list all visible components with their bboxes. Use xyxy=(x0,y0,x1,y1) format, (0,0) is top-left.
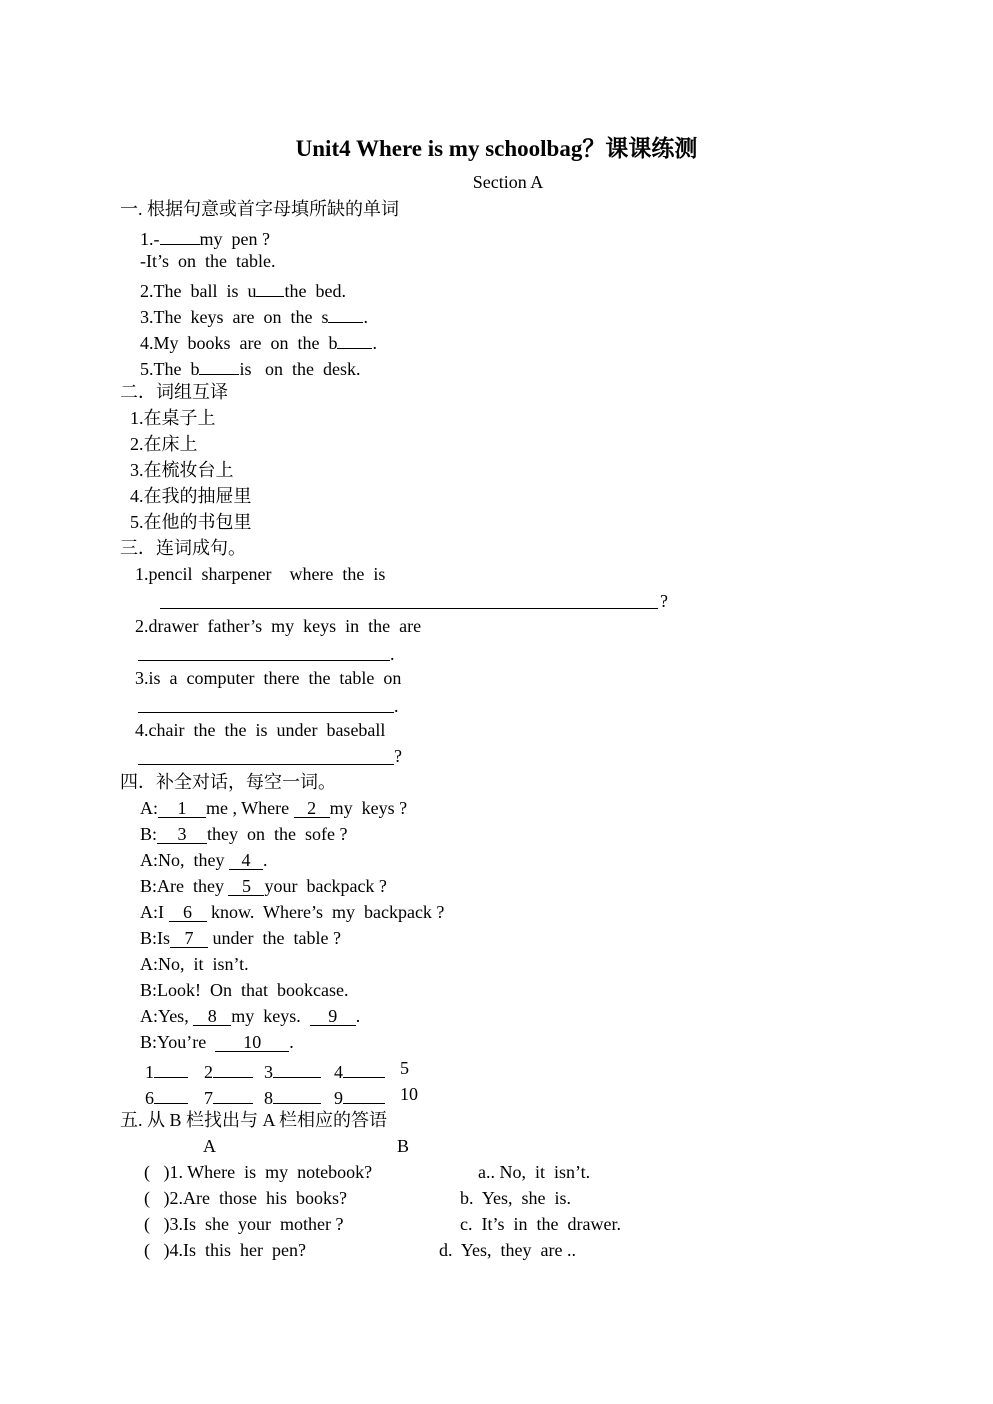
s3-end4: ? xyxy=(394,746,402,766)
answer-line[interactable] xyxy=(138,712,394,713)
text: me , Where xyxy=(206,798,294,818)
text: . xyxy=(372,333,377,353)
text: my keys. xyxy=(231,1006,310,1026)
section3-heading: 三．连词成句。 xyxy=(120,538,246,558)
num: 8 xyxy=(264,1088,273,1108)
s3-end1: ? xyxy=(660,591,668,611)
answer-num xyxy=(145,1057,188,1083)
text: my keys ? xyxy=(329,798,408,818)
text: B:Are they xyxy=(140,876,229,896)
match-answer: d. Yes, they are .. xyxy=(439,1240,576,1260)
page-subtitle: Section A xyxy=(472,172,544,192)
blank[interactable] xyxy=(213,1083,253,1104)
blank[interactable] xyxy=(256,276,284,297)
text: . xyxy=(355,1006,361,1026)
answer-num: 10 xyxy=(400,1084,418,1104)
blank-4[interactable]: 4 xyxy=(229,849,263,870)
match-answer: a.. No, it isn’t. xyxy=(478,1162,591,1182)
s1-line3 xyxy=(140,276,346,302)
answer-num: 5 xyxy=(400,1058,409,1078)
blank-7[interactable]: 7 xyxy=(170,927,208,948)
s3-end3: . xyxy=(394,696,399,716)
dialog-line3 xyxy=(140,849,268,871)
text: is on the desk. xyxy=(239,359,361,379)
blank-1[interactable]: 1 xyxy=(158,797,206,818)
answer-num xyxy=(334,1057,385,1083)
section2-heading: 二．词组互译 xyxy=(120,382,228,402)
match-question[interactable]: ( )4.Is this her pen? xyxy=(144,1240,306,1260)
text: . xyxy=(363,307,368,327)
text: they on the sofe ? xyxy=(207,824,348,844)
s2-item: 2.在床上 xyxy=(130,434,198,454)
dialog-line6 xyxy=(140,927,341,949)
dialog-line10 xyxy=(140,1031,294,1053)
blank[interactable] xyxy=(160,224,200,245)
s1-line5 xyxy=(140,328,377,354)
num: 2 xyxy=(204,1062,213,1082)
text: . xyxy=(263,850,268,870)
answer-line[interactable] xyxy=(160,608,658,609)
text: 3.The keys are on the s xyxy=(140,307,329,327)
answer-line[interactable] xyxy=(138,660,390,661)
match-question[interactable]: ( )1. Where is my notebook? xyxy=(144,1162,373,1182)
blank-3[interactable]: 3 xyxy=(157,823,207,844)
dialog-line4 xyxy=(140,875,387,897)
blank[interactable] xyxy=(213,1057,253,1078)
num: 1 xyxy=(145,1062,154,1082)
match-answer: c. It’s in the drawer. xyxy=(460,1214,621,1234)
answer-num xyxy=(334,1083,385,1109)
s2-item: 5.在他的书包里 xyxy=(130,512,252,532)
text: under the table ? xyxy=(208,928,341,948)
dialog-line5 xyxy=(140,901,444,923)
text: A:I xyxy=(140,902,169,922)
text: 2.The ball is u xyxy=(140,281,257,301)
s2-item: 4.在我的抽屉里 xyxy=(130,486,252,506)
blank-2[interactable]: 2 xyxy=(294,797,330,818)
match-question[interactable]: ( )2.Are those his books? xyxy=(144,1188,347,1208)
dialog-line1 xyxy=(140,797,407,819)
section1-heading: 一. 根据句意或首字母填所缺的单词 xyxy=(120,199,399,219)
s3-end2: . xyxy=(390,644,395,664)
num: 9 xyxy=(334,1088,343,1108)
answer-num xyxy=(204,1057,253,1083)
text: A:No, they xyxy=(140,850,229,870)
section5-heading: 五. 从 B 栏找出与 A 栏相应的答语 xyxy=(120,1110,388,1130)
num: 6 xyxy=(145,1088,154,1108)
blank-6[interactable]: 6 xyxy=(169,901,207,922)
page-title: Unit4 Where is my schoolbag？课课练测 xyxy=(295,136,698,161)
blank-8[interactable]: 8 xyxy=(193,1005,231,1026)
text: your backpack ? xyxy=(264,876,387,896)
s1-line4 xyxy=(140,302,368,328)
blank[interactable] xyxy=(154,1057,188,1078)
text: know. Where’s my backpack ? xyxy=(206,902,445,922)
blank-9[interactable]: 9 xyxy=(310,1005,356,1026)
blank[interactable] xyxy=(154,1083,188,1104)
text: A:Yes, xyxy=(140,1006,194,1026)
text: 5.The b xyxy=(140,359,200,379)
text: B:Is xyxy=(140,928,171,948)
answer-num xyxy=(264,1083,321,1109)
s3-q1: 1.pencil sharpener where the is xyxy=(135,564,386,584)
s1-line2: -It’s on the table. xyxy=(140,251,276,271)
dialog-line9 xyxy=(140,1005,360,1027)
answer-num xyxy=(204,1083,253,1109)
text: . xyxy=(289,1032,294,1052)
text: A: xyxy=(140,798,158,818)
text: the bed. xyxy=(284,281,346,301)
s3-q2: 2.drawer father’s my keys in the are xyxy=(135,616,422,636)
column-a-label: A xyxy=(203,1136,216,1156)
blank[interactable] xyxy=(273,1083,321,1104)
answer-num xyxy=(264,1057,321,1083)
blank-5[interactable]: 5 xyxy=(228,875,264,896)
text: my pen ? xyxy=(199,229,270,249)
text: B: xyxy=(140,824,158,844)
s1-line1 xyxy=(140,224,270,250)
blank[interactable] xyxy=(199,354,239,375)
section4-heading: 四．补全对话，每空一词。 xyxy=(120,772,336,792)
match-question[interactable]: ( )3.Is she your mother ? xyxy=(144,1214,344,1234)
num: 3 xyxy=(264,1062,273,1082)
dialog-line2 xyxy=(140,823,347,845)
blank[interactable] xyxy=(337,328,372,349)
blank[interactable] xyxy=(343,1057,385,1078)
s3-q4: 4.chair the the is under baseball xyxy=(135,720,386,740)
text: 1.- xyxy=(140,229,160,249)
s3-q3: 3.is a computer there the table on xyxy=(135,668,402,688)
dialog-line7: A:No, it isn’t. xyxy=(140,954,249,974)
text: 4.My books are on the b xyxy=(140,333,338,353)
answer-line[interactable] xyxy=(138,764,394,765)
blank[interactable] xyxy=(343,1083,385,1104)
s1-line6 xyxy=(140,354,360,380)
blank-10[interactable]: 10 xyxy=(215,1031,289,1052)
match-answer: b. Yes, she is. xyxy=(460,1188,572,1208)
dialog-line8: B:Look! On that bookcase. xyxy=(140,980,349,1000)
num: 7 xyxy=(204,1088,213,1108)
column-b-label: B xyxy=(397,1136,410,1156)
text: B:You’re xyxy=(140,1032,216,1052)
answer-num xyxy=(145,1083,188,1109)
s2-item: 3.在梳妆台上 xyxy=(130,460,234,480)
blank[interactable] xyxy=(328,302,363,323)
blank[interactable] xyxy=(273,1057,321,1078)
num: 4 xyxy=(334,1062,343,1082)
s2-item: 1.在桌子上 xyxy=(130,408,216,428)
